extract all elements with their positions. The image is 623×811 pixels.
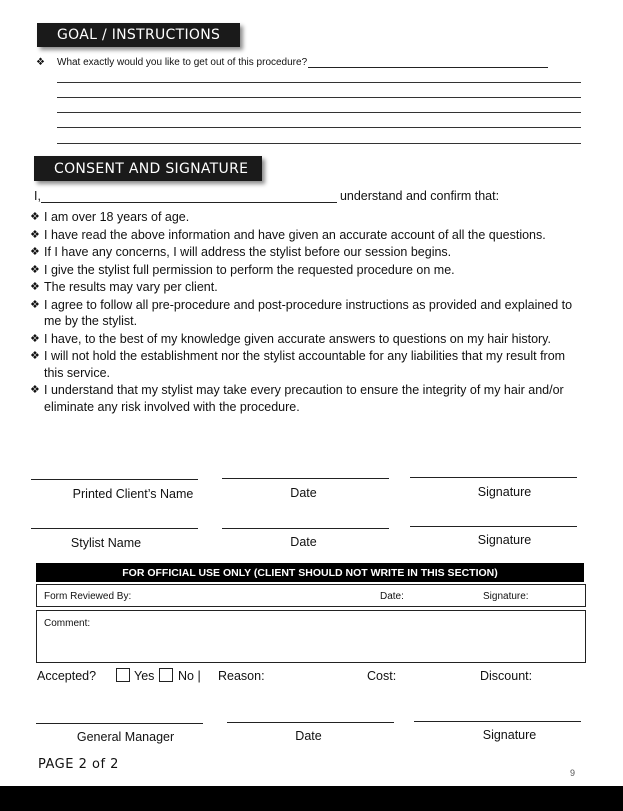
- consent-statement: The results may vary per client.: [44, 280, 218, 294]
- review-signature-label: Signature:: [483, 591, 529, 602]
- page-number: 9: [570, 768, 576, 778]
- comment-box[interactable]: [36, 610, 586, 663]
- list-item: [30, 244, 575, 261]
- stylist-date-label: Date: [290, 535, 317, 549]
- goal-question-text: What exactly would you like to get out of this procedure?: [57, 57, 308, 68]
- gm-name-label: General Manager: [76, 730, 175, 744]
- goal-instructions-heading: [37, 23, 240, 47]
- diamond-bullet-icon: ❖: [30, 298, 40, 311]
- gm-signature-line[interactable]: [414, 721, 581, 722]
- diamond-bullet-icon: ❖: [36, 57, 45, 68]
- consent-statement: If I have any concerns, I will address the stylist before our session begins.: [44, 245, 452, 259]
- stylist-name-line[interactable]: [31, 528, 198, 529]
- client-name-label: Printed Client’s Name: [72, 487, 194, 501]
- stylist-name-label: Stylist Name: [70, 536, 142, 550]
- consent-heading-text: CONSENT AND SIGNATURE: [54, 160, 249, 177]
- list-item: [30, 227, 575, 244]
- gm-signature-label: Signature: [482, 728, 537, 742]
- consent-intro-suffix: understand and confirm that:: [339, 189, 500, 203]
- cost-label: Cost:: [367, 669, 397, 683]
- gm-date-label: Date: [295, 729, 322, 743]
- list-item: [30, 262, 575, 279]
- client-name-fill-line[interactable]: [41, 190, 337, 203]
- gm-name-line[interactable]: [36, 723, 203, 724]
- yes-checkbox[interactable]: [116, 668, 130, 682]
- reviewed-by-label: Form Reviewed By:: [44, 591, 132, 602]
- consent-statement: I agree to follow all pre-procedure and post-procedure instructions as provided and explained to me by the stylist.: [44, 297, 573, 328]
- list-item: [30, 382, 575, 415]
- consent-statement: I understand that my stylist may take every precaution to ensure the integrity of my hair and/or eliminate any risk involved with the procedure.: [44, 383, 564, 414]
- discount-label: Discount:: [480, 669, 533, 683]
- consent-intro: [34, 189, 499, 203]
- gm-date-line[interactable]: [227, 722, 394, 723]
- list-item: [30, 331, 575, 348]
- review-date-label: Date:: [380, 591, 404, 602]
- stylist-date-line[interactable]: [222, 528, 389, 529]
- consent-statement: I have, to the best of my knowledge given accurate answers to questions on my hair history.: [44, 331, 551, 346]
- list-item: [30, 209, 575, 226]
- diamond-bullet-icon: ❖: [30, 350, 40, 362]
- client-signature-line[interactable]: [410, 477, 577, 478]
- diamond-bullet-icon: ❖: [30, 263, 40, 276]
- goal-answer-line[interactable]: [57, 97, 581, 98]
- stylist-signature-label: Signature: [477, 533, 532, 547]
- diamond-bullet-icon: ❖: [30, 332, 40, 345]
- diamond-bullet-icon: ❖: [30, 281, 40, 293]
- diamond-bullet-icon: ❖: [30, 246, 40, 258]
- consent-statement: I will not hold the establishment nor the stylist accountable for any liabilities that my result from this service.: [44, 349, 566, 380]
- client-date-label: Date: [290, 486, 317, 500]
- diamond-bullet-icon: ❖: [30, 384, 40, 396]
- goal-answer-line[interactable]: [57, 127, 581, 128]
- goal-answer-line[interactable]: [308, 58, 548, 68]
- consent-statement: I give the stylist full permission to perform the requested procedure on me.: [44, 262, 455, 277]
- goal-heading-text: GOAL / INSTRUCTIONS: [57, 27, 221, 43]
- client-name-line[interactable]: [31, 479, 198, 480]
- yes-label: Yes: [134, 669, 155, 683]
- consent-intro-prefix: I,: [34, 189, 41, 203]
- page-label: PAGE 2 of 2: [38, 757, 119, 772]
- consent-statement: I am over 18 years of age.: [44, 210, 190, 224]
- goal-question: [36, 57, 548, 68]
- list-item: [30, 279, 575, 296]
- diamond-bullet-icon: ❖: [30, 228, 40, 241]
- stylist-signature-line[interactable]: [410, 526, 577, 527]
- no-label: No |: [178, 669, 201, 683]
- footer-band: [0, 786, 623, 811]
- goal-answer-line[interactable]: [57, 112, 581, 113]
- review-box[interactable]: [36, 584, 586, 607]
- reason-label: Reason:: [218, 669, 265, 683]
- comment-label: Comment:: [44, 618, 91, 629]
- accepted-label: Accepted?: [37, 669, 97, 683]
- client-signature-label: Signature: [477, 485, 532, 499]
- diamond-bullet-icon: ❖: [30, 211, 40, 223]
- official-use-banner: [36, 563, 584, 582]
- consent-signature-heading: [34, 156, 262, 181]
- list-item: [30, 297, 575, 330]
- no-checkbox[interactable]: [159, 668, 173, 682]
- consent-statement-list: [30, 209, 575, 416]
- goal-answer-line[interactable]: [57, 82, 581, 83]
- official-banner-text: FOR OFFICIAL USE ONLY (CLIENT SHOULD NOT WRITE IN THIS SECTION): [122, 566, 498, 579]
- client-date-line[interactable]: [222, 478, 389, 479]
- list-item: [30, 348, 575, 381]
- consent-statement: I have read the above information and have given an accurate account of all the questions.: [44, 227, 546, 242]
- goal-answer-line[interactable]: [57, 143, 581, 144]
